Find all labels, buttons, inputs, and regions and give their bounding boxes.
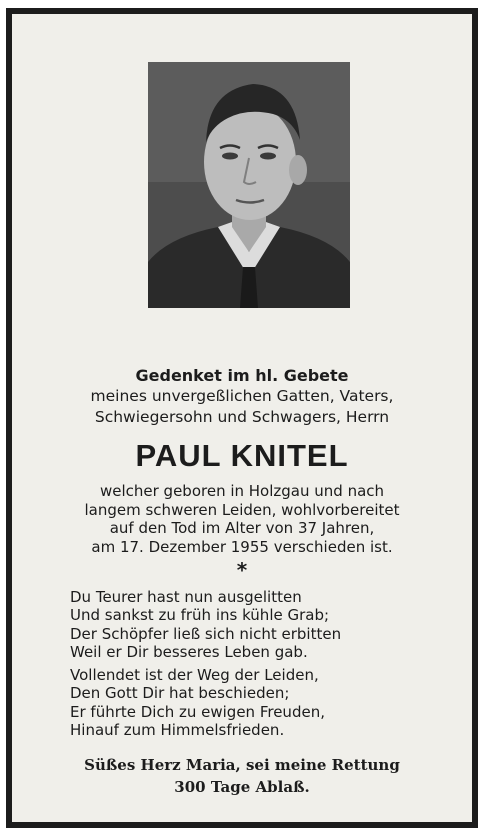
poem-line: Und sankst zu früh ins kühle Grab; — [70, 606, 330, 625]
portrait-photo — [148, 62, 350, 308]
poem-stanza-2 — [70, 666, 325, 739]
closing-prayer — [12, 754, 472, 798]
prayer-line: Süßes Herz Maria, sei meine Rettung — [84, 756, 400, 774]
indulgence-line: 300 Tage Ablaß. — [174, 778, 310, 796]
poem-line: Er führte Dich zu ewigen Freuden, — [70, 702, 325, 721]
poem-line: Weil er Dir besseres Leben gab. — [70, 642, 308, 661]
intro-text — [12, 386, 472, 428]
deceased-name: PAUL KNITEL — [135, 438, 349, 473]
poem-line: Hinauf zum Himmelsfrieden. — [70, 720, 285, 739]
portrait-illustration — [148, 62, 350, 308]
poem-line: Den Gott Dir hat beschieden; — [70, 684, 290, 703]
prayer-heading: Gedenket im hl. Gebete — [135, 366, 349, 385]
separator-asterisk: * — [236, 558, 248, 582]
intro-line: meines unvergeßlichen Gatten, Vaters, — [90, 387, 394, 405]
bio-line: am 17. Dezember 1955 verschieden ist. — [91, 537, 393, 556]
intro-line: Schwiegersohn und Schwagers, Herrn — [94, 408, 390, 426]
poem-line: Vollendet ist der Weg der Leiden, — [70, 666, 319, 684]
bio-line: auf den Tod im Alter von 37 Jahren, — [109, 519, 375, 537]
bio-line: welcher geboren in Holzgau und nach — [99, 482, 385, 500]
bio-text — [12, 482, 472, 556]
bio-line: langem schweren Leiden, wohlvorbereitet — [84, 500, 400, 519]
poem-stanza-1 — [70, 588, 341, 661]
memorial-card — [6, 8, 478, 828]
poem-line: Der Schöpfer ließ sich nicht erbitten — [70, 624, 342, 643]
poem-line: Du Teurer hast nun ausgelitten — [70, 588, 302, 606]
